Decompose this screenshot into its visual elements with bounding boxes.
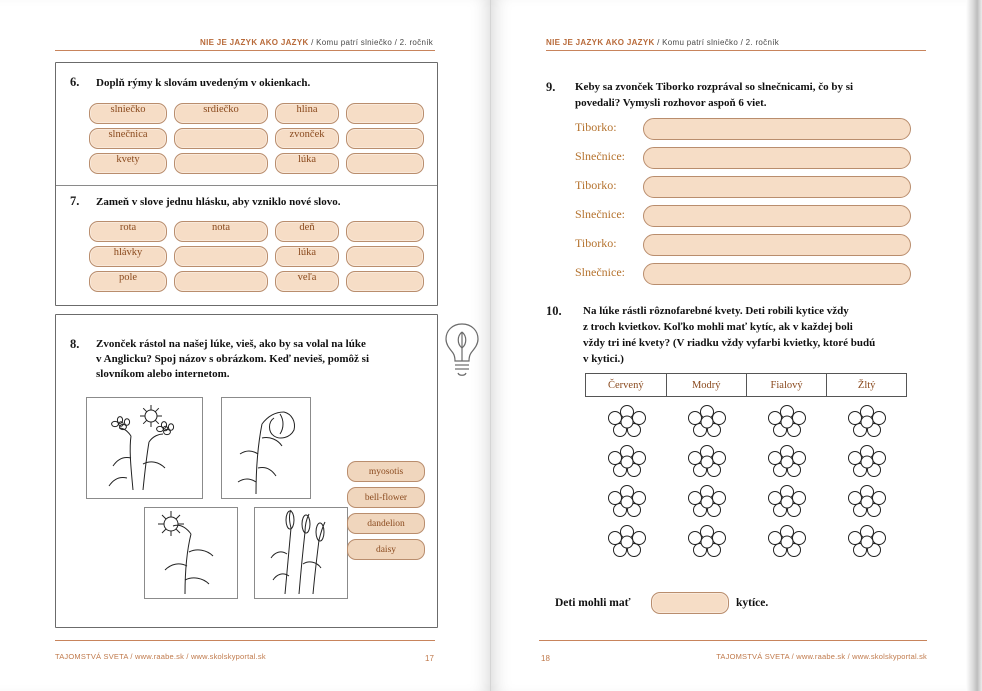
picture-daisy <box>86 397 203 499</box>
running-head-brand-right: NIE JE JAZYK AKO JAZYK <box>546 38 655 47</box>
task6-7-box <box>55 62 438 306</box>
dandelion-drawing <box>145 508 237 598</box>
task10-answer-prefix: Deti mohli mať <box>555 597 631 609</box>
col-header-blue: Modrý <box>666 374 746 397</box>
page-edge-shadow <box>966 0 982 691</box>
task10-instruction-line2: z troch kvietkov. Koľko mohli mať kytíc, ak v každej boli <box>583 321 853 333</box>
task6-answer-2[interactable] <box>174 128 268 149</box>
running-head-rest: / Komu patrí slniečko / 2. ročník <box>311 38 434 47</box>
task7-answer-3[interactable] <box>174 271 268 292</box>
running-head-right <box>546 38 779 47</box>
task9-speaker-6: Slnečnice: <box>575 265 625 279</box>
task8-instruction-line3: slovníkom alebo internetom. <box>96 368 230 380</box>
footer-right: TAJOMSTVÁ SVETA / www.raabe.sk / www.skolskyportal.sk <box>716 652 927 661</box>
task7-answer-1b[interactable] <box>346 221 424 242</box>
picture-dandelion <box>144 507 238 599</box>
task6-word-2: slnečnica <box>89 128 167 149</box>
footer-rule-left <box>55 640 435 641</box>
task8-tag-myosotis[interactable]: myosotis <box>347 461 425 482</box>
task6-answer-3[interactable] <box>174 153 268 174</box>
task7-answer-1[interactable]: nota <box>174 221 268 242</box>
task6-word-1: slniečko <box>89 103 167 124</box>
footer-rule-right <box>539 640 927 641</box>
task7-word-1b: deň <box>275 221 339 242</box>
task9-number: 9. <box>546 80 556 94</box>
flower-column-red[interactable] <box>587 400 667 585</box>
task8-tag-dandelion[interactable]: dandelion <box>347 513 425 534</box>
running-head-brand: NIE JE JAZYK AKO JAZYK <box>200 38 309 47</box>
task8-instruction-line1: Zvonček rástol na našej lúke, vieš, ako by sa volal na lúke <box>96 338 366 350</box>
task7-answer-2[interactable] <box>174 246 268 267</box>
task-separator <box>56 185 437 186</box>
task8-tag-bell-flower[interactable]: bell-flower <box>347 487 425 508</box>
flower-column-yellow[interactable] <box>827 400 907 585</box>
running-head-rest-right: / Komu patrí slniečko / 2. ročník <box>657 38 780 47</box>
flower-column-purple[interactable] <box>747 400 827 585</box>
task10-instruction-line3: vždy tri iné kvety? (V riadku vždy vyfarbi kvietky, ktoré budú <box>583 337 876 349</box>
daisy-drawing <box>87 398 202 498</box>
task7-word-2: hlávky <box>89 246 167 267</box>
task7-word-3: pole <box>89 271 167 292</box>
task7-instruction: Zameň v slove jednu hlásku, aby vzniklo nové slovo. <box>96 196 341 208</box>
task9-input-6[interactable] <box>643 263 911 285</box>
task9-input-3[interactable] <box>643 176 911 198</box>
task10-number: 10. <box>546 304 562 318</box>
header-rule-right <box>546 50 926 51</box>
task6-answer-3b[interactable] <box>346 153 424 174</box>
task9-speaker-2: Slnečnice: <box>575 149 625 163</box>
lightbulb-icon <box>440 318 484 385</box>
task6-word-1b: hlina <box>275 103 339 124</box>
footer-left: TAJOMSTVÁ SVETA / www.raabe.sk / www.skolskyportal.sk <box>55 652 266 661</box>
picture-myosotis <box>254 507 348 599</box>
myosotis-drawing <box>255 508 347 598</box>
col-header-yellow: Žltý <box>827 374 907 397</box>
task9-speaker-1: Tiborko: <box>575 120 617 134</box>
task7-word-1: rota <box>89 221 167 242</box>
table-row <box>586 374 907 397</box>
task7-word-2b: lúka <box>275 246 339 267</box>
flower-group-red <box>587 400 667 580</box>
header-rule <box>55 50 435 51</box>
flower-group-yellow <box>827 400 907 580</box>
task9-input-2[interactable] <box>643 147 911 169</box>
task6-answer-1[interactable]: srdiečko <box>174 103 268 124</box>
col-header-purple: Fialový <box>746 374 826 397</box>
task9-input-5[interactable] <box>643 234 911 256</box>
task7-word-3b: veľa <box>275 271 339 292</box>
task10-answer-suffix: kytíce. <box>736 597 769 609</box>
task6-answer-2b[interactable] <box>346 128 424 149</box>
bell-flower-drawing <box>222 398 310 498</box>
task9-input-1[interactable] <box>643 118 911 140</box>
task8-number: 8. <box>70 337 80 351</box>
task9-instruction-line1: Keby sa zvonček Tiborko rozprával so slnečnicami, čo by si <box>575 81 854 93</box>
col-header-red: Červený <box>586 374 667 397</box>
task7-number: 7. <box>70 194 80 208</box>
task9-speaker-3: Tiborko: <box>575 178 617 192</box>
task6-instruction: Doplň rýmy k slovám uvedeným v okienkach. <box>96 77 311 89</box>
task6-word-2b: zvonček <box>275 128 339 149</box>
folio-left: 17 <box>425 654 434 663</box>
running-head-left <box>200 38 433 47</box>
task6-answer-1b[interactable] <box>346 103 424 124</box>
flower-column-blue[interactable] <box>667 400 747 585</box>
task6-word-3: kvety <box>89 153 167 174</box>
task10-color-table <box>585 373 907 397</box>
task7-answer-3b[interactable] <box>346 271 424 292</box>
picture-bell-flower <box>221 397 311 499</box>
flower-group-blue <box>667 400 747 580</box>
task10-instruction-line4: v kytici.) <box>583 353 624 365</box>
task7-answer-2b[interactable] <box>346 246 424 267</box>
right-page <box>491 0 982 691</box>
folio-right: 18 <box>541 654 550 663</box>
task9-speaker-4: Slnečnice: <box>575 207 625 221</box>
task10-instruction-line1: Na lúke rástli rôznofarebné kvety. Deti robili kytice vždy <box>583 305 849 317</box>
task8-tag-daisy[interactable]: daisy <box>347 539 425 560</box>
task9-speaker-5: Tiborko: <box>575 236 617 250</box>
task6-number: 6. <box>70 75 80 89</box>
task9-instruction-line2: povedali? Vymysli rozhovor aspoň 6 viet. <box>575 97 767 109</box>
task9-input-4[interactable] <box>643 205 911 227</box>
task6-word-3b: lúka <box>275 153 339 174</box>
task8-box <box>55 314 438 628</box>
task10-answer-input[interactable] <box>651 592 729 614</box>
task8-instruction-line2: v Anglicku? Spoj názov s obrázkom. Keď nevieš, pomôž si <box>96 353 370 365</box>
flower-group-purple <box>747 400 827 580</box>
